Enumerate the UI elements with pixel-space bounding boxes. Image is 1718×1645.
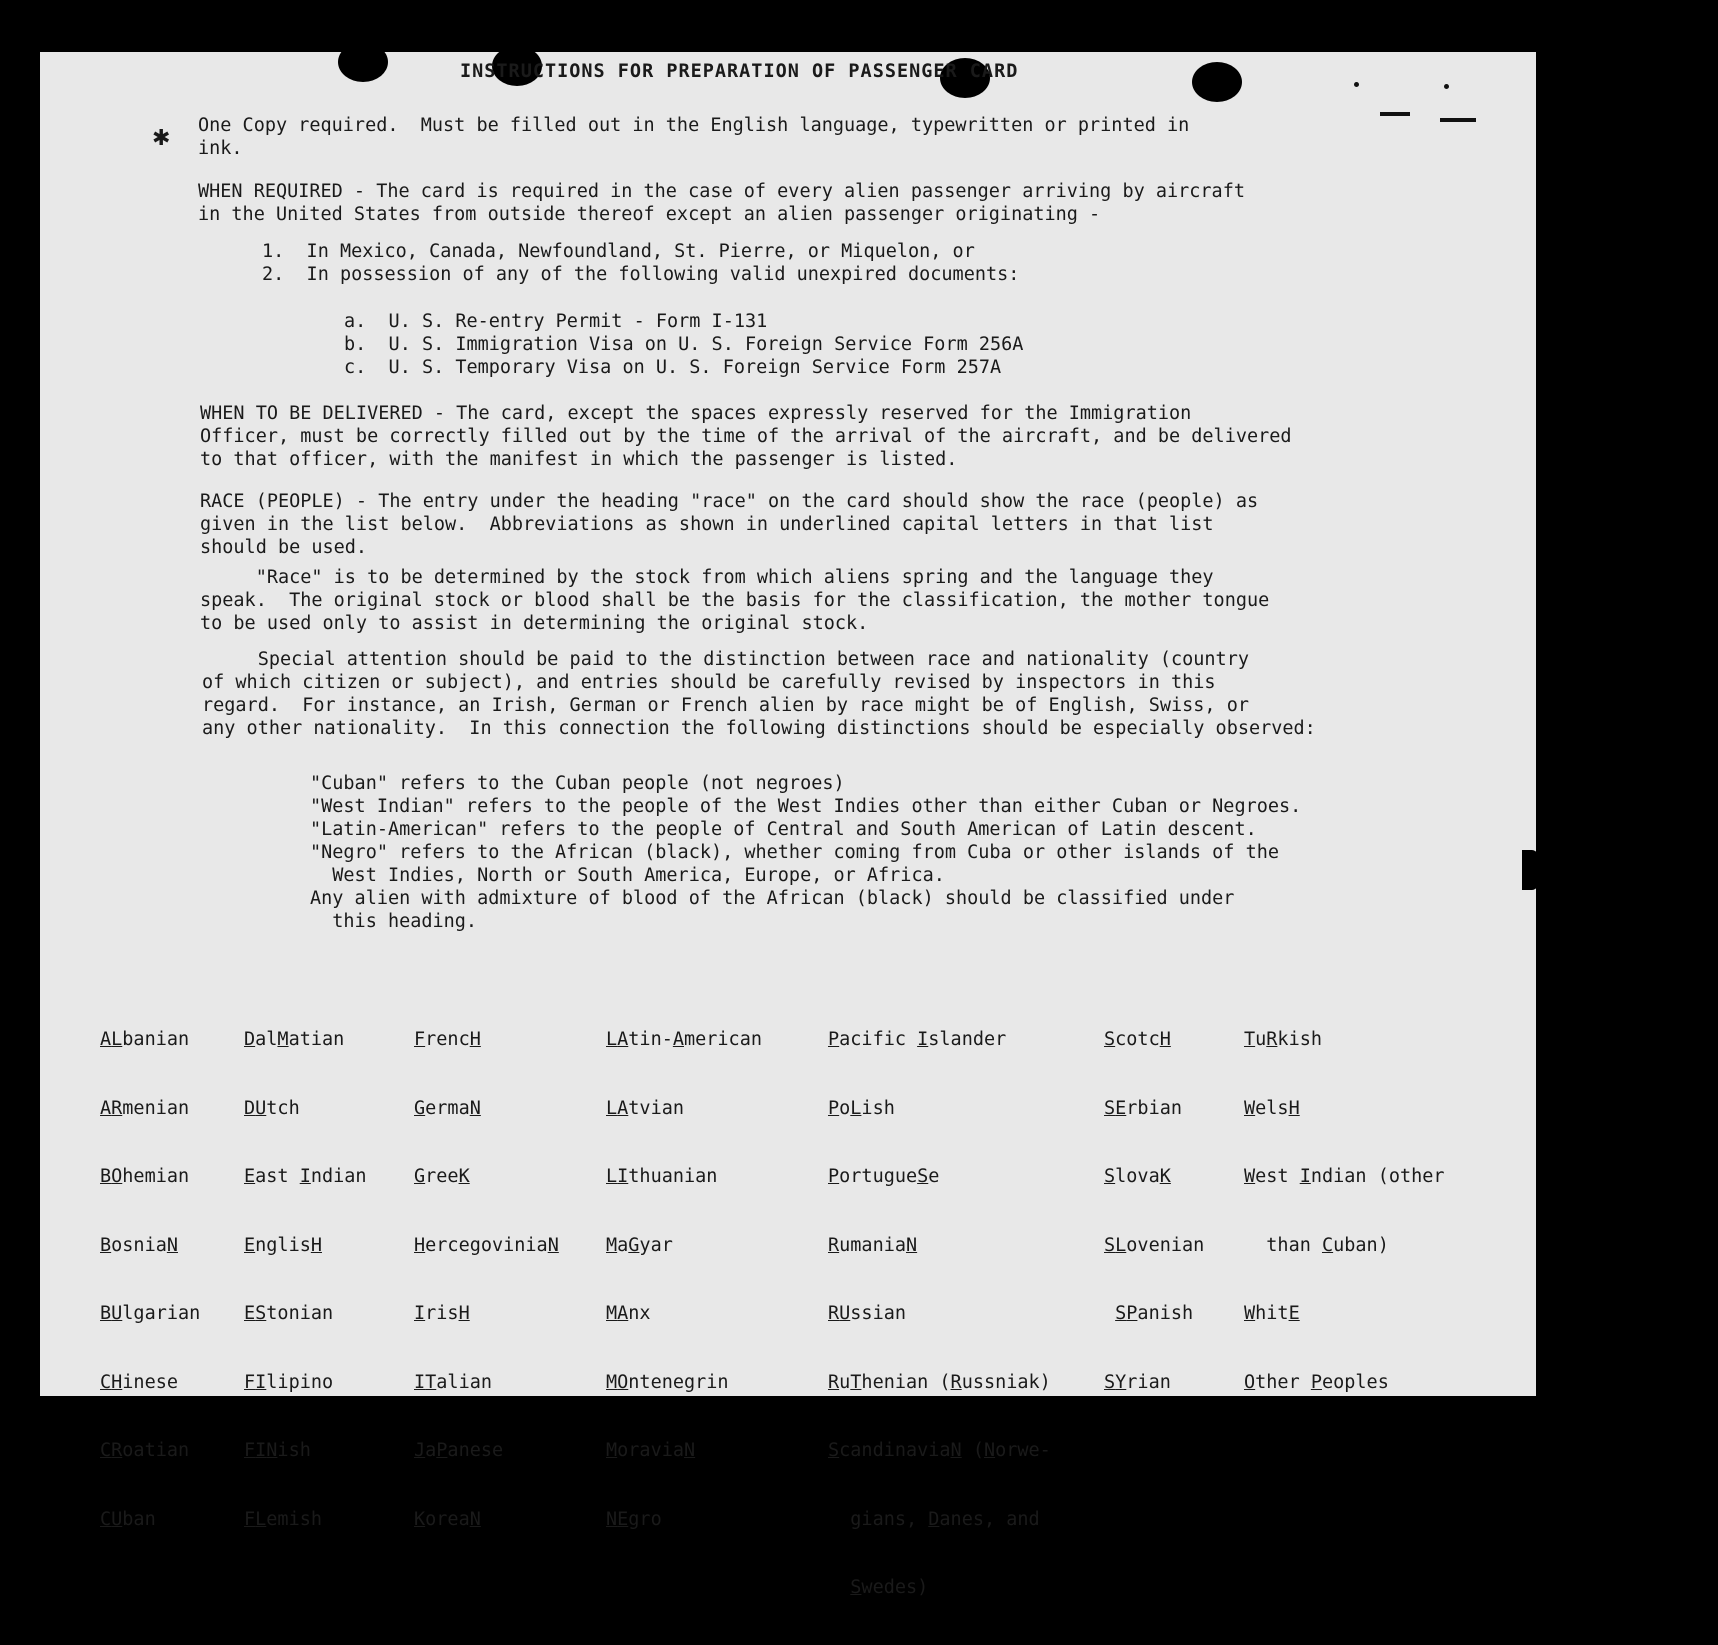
race-column: [606, 982, 762, 1576]
race-item: JaPanese: [414, 1440, 504, 1461]
documents-list: a. U. S. Re-entry Permit - Form I-131 b. U. S. Immigration Visa on U. S. Foreign Service Form 256A c. U. S. Temporary Visa on U. S. Foreign Service Form 257A: [344, 311, 1024, 378]
race-item: FINish: [244, 1440, 311, 1461]
race-item: MAnx: [606, 1303, 651, 1324]
race-item: SLovenian: [1104, 1234, 1205, 1256]
page-edge-notch: [1522, 850, 1542, 890]
race-item: Swedes): [850, 1577, 929, 1598]
intro-text: One Copy required. Must be filled out in the English language, typewritten or printed in ink.: [198, 115, 1190, 159]
ink-mark-icon: ✱: [152, 126, 171, 151]
race-item: EnglisH: [244, 1234, 322, 1256]
race-item: LIthuanian: [606, 1166, 718, 1187]
special-attention-text: Special attention should be paid to the distinction between race and nationality (country of which citizen or subject), and entries should be carefully revised by inspectors in this regard. For instance, an Irish, German or French alien by race might be of English, Swiss, or any other nationality. In this connection the following distinctions should be especially observed:: [202, 649, 1316, 739]
race-column: [1244, 982, 1445, 1439]
race-item: TuRkish: [1244, 1029, 1322, 1050]
punch-hole: [1192, 62, 1242, 102]
ink-mark-icon: [1380, 112, 1410, 116]
race-column: [1104, 982, 1204, 1439]
race-item: GreeK: [414, 1166, 470, 1187]
race-item: ITalian: [414, 1371, 492, 1393]
ink-mark-icon: [1354, 82, 1359, 87]
race-column: [414, 982, 559, 1576]
race-item: Pacific Islander: [828, 1029, 1007, 1050]
document-page: [40, 52, 1536, 1598]
race-item: CHinese: [100, 1371, 178, 1393]
race-item: ALbanian: [100, 1029, 190, 1050]
race-item: SlovaK: [1104, 1166, 1171, 1187]
race-column: [100, 982, 200, 1576]
race-item: gians, Danes, and: [850, 1508, 1040, 1530]
race-item: BosniaN: [100, 1234, 178, 1256]
race-item: FrencH: [414, 1029, 481, 1050]
conditions-list: 1. In Mexico, Canada, Newfoundland, St. Pierre, or Miquelon, or 2. In possession of any of the following valid unexpired documents:: [262, 241, 1020, 285]
race-item: KoreaN: [414, 1508, 481, 1530]
race-item: CUban: [100, 1508, 156, 1530]
race-item: DUtch: [244, 1097, 300, 1119]
race-item: RUssian: [828, 1303, 906, 1324]
race-item: LAtvian: [606, 1097, 684, 1119]
race-item: West Indian (other: [1244, 1166, 1445, 1187]
race-definition-text: "Race" is to be determined by the stock from which aliens spring and the language they speak. The original stock or blood shall be the basis for the classification, the mother tongue to be used only to assist in determining the original stock.: [200, 567, 1270, 634]
race-item: MaGyar: [606, 1234, 673, 1256]
punch-hole: [338, 42, 388, 82]
race-item: HercegoviniaN: [414, 1234, 559, 1256]
race-item: than Cuban): [1266, 1234, 1389, 1256]
race-item: SPanish: [1115, 1303, 1194, 1324]
race-column: [244, 982, 367, 1576]
race-item: ScandinaviaN (Norwe-: [828, 1440, 1051, 1461]
race-item: RumaniaN: [828, 1234, 918, 1256]
race-item: MoraviaN: [606, 1440, 696, 1461]
race-item: FLemish: [244, 1508, 322, 1530]
race-item: CRoatian: [100, 1440, 190, 1461]
ink-mark-icon: [1444, 84, 1449, 89]
race-item: EStonian: [244, 1303, 334, 1324]
race-item: ScotcH: [1104, 1029, 1171, 1050]
race-people-text: RACE (PEOPLE) - The entry under the heading "race" on the card should show the race (people) as given in the list below. Abbreviations as shown in underlined capital letters in that list should be used.: [200, 491, 1259, 558]
ink-mark-icon: [1440, 118, 1476, 122]
race-item: Other Peoples: [1244, 1371, 1389, 1393]
race-item: SErbian: [1104, 1097, 1182, 1119]
when-required-text: WHEN REQUIRED - The card is required in the case of every alien passenger arriving by aircraft in the United States from outside thereof except an alien passenger originating -: [198, 181, 1245, 225]
race-item: GermaN: [414, 1097, 481, 1119]
race-item: LAtin-American: [606, 1029, 762, 1050]
race-item: FIlipino: [244, 1371, 334, 1393]
race-item: MOntenegrin: [606, 1371, 729, 1393]
race-item: SYrian: [1104, 1371, 1171, 1393]
race-item: PortugueSe: [828, 1166, 940, 1187]
race-item: PoLish: [828, 1097, 895, 1119]
race-item: BOhemian: [100, 1166, 190, 1187]
race-item: East Indian: [244, 1166, 367, 1187]
race-column: [828, 982, 1051, 1645]
race-item: IrisH: [414, 1303, 470, 1324]
race-item: DalMatian: [244, 1029, 345, 1050]
document-title: INSTRUCTIONS FOR PREPARATION OF PASSENGER CARD: [460, 61, 1019, 82]
race-item: WelsH: [1244, 1097, 1300, 1119]
when-delivered-text: WHEN TO BE DELIVERED - The card, except the spaces expressly reserved for the Immigration Officer, must be correctly filled out by the time of the arrival of the aircraft, and be delivered to that officer, with the manifest in which the passenger is listed.: [200, 403, 1292, 470]
distinctions-list: "Cuban" refers to the Cuban people (not negroes) "West Indian" refers to the people of the West Indies other than either Cuban or Negroes. "Latin-American" refers to the people of Central and South American of Latin descent. "Negro" refers to the African (black), whether coming from Cuba or other islands of the West Indies, North or South America, Europe, or Africa. Any alien with admixture of blood of the African (black) should be classified under this heading.: [310, 773, 1302, 932]
race-item: ARmenian: [100, 1097, 190, 1119]
race-item: WhitE: [1244, 1303, 1300, 1324]
race-item: NEgro: [606, 1508, 662, 1530]
race-item: RuThenian (Russniak): [828, 1371, 1051, 1393]
race-item: BUlgarian: [100, 1303, 201, 1324]
